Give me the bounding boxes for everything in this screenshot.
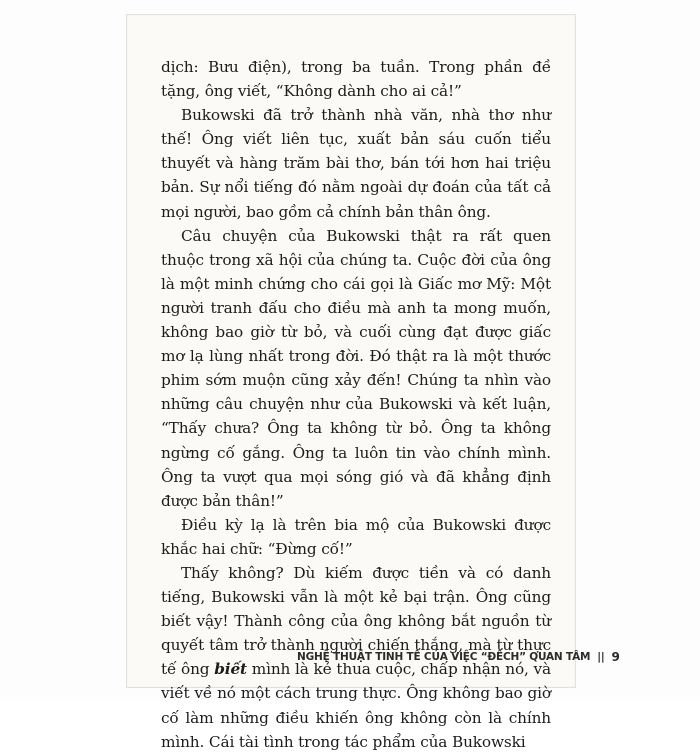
paragraph-5-text-after: mình là kẻ thua cuộc, chấp nhận nó, và viết về nó một cách trung thực. Ông không bao giờ cố làm những điều khiến ông không còn là chính mình. Cái tài tình trong tác phẩm của Bukowski (161, 660, 551, 751)
paragraph-3: Câu chuyện của Bukowski thật ra rất quen thuộc trong xã hội của chúng ta. Cuộc đời của ông là một minh chứng cho cái gọi là Giấc mơ Mỹ: Một người tranh đấu cho điều mà anh ta mong muốn, không bao giờ từ bỏ, và cuối cùng đạt được giấc mơ lạ lùng nhất trong đời. Đó thật ra là một thước phim sớm muộn cũng xảy đến! Chúng ta nhìn vào những câu chuyện như của Bukowski và kết luận, “Thấy chưa? Ông ta không từ bỏ. Ông ta không ngừng cố gắng. Ông ta luôn tin vào chính mình. Ông ta vượt qua mọi sóng gió và đã khẳng định được bản thân!” (161, 226, 551, 510)
page-number: 9 (611, 650, 620, 664)
page-footer (297, 649, 620, 665)
paragraph-5-emphasis: biết (214, 660, 247, 679)
paragraph-5-text-before: Thấy không? Dù kiếm được tiền và có danh tiếng, Bukowski vẫn là một kẻ bại trận. Ông cũng biết vậy! Thành công của ông không bắt nguồn từ quyết tâm trở thành người chiến thắng, mà từ thực tế ông (161, 563, 551, 679)
book-page (126, 14, 620, 751)
paragraph-4: Điều kỳ lạ là trên bia mộ của Bukowski được khắc hai chữ: “Đừng cố!” (161, 515, 551, 558)
paragraph-1: dịch: Bưu điện), trong ba tuần. Trong phần đề tặng, ông viết, “Không dành cho ai cả!” (161, 58, 551, 101)
paragraph-2: Bukowski đã trở thành nhà văn, nhà thơ như thế! Ông viết liên tục, xuất bản sáu cuốn tiểu thuyết và hàng trăm bài thơ, bán tới hơn hai triệu bản. Sự nổi tiếng đó nằm ngoài dự đoán của tất cả mọi người, bao gồm cả chính bản thân ông. (161, 106, 551, 221)
running-title: NGHỆ THUẬT TINH TẾ CỦA VIỆC “ĐẾCH” QUAN TÂM (297, 651, 591, 663)
footer-separator: || (597, 651, 605, 663)
